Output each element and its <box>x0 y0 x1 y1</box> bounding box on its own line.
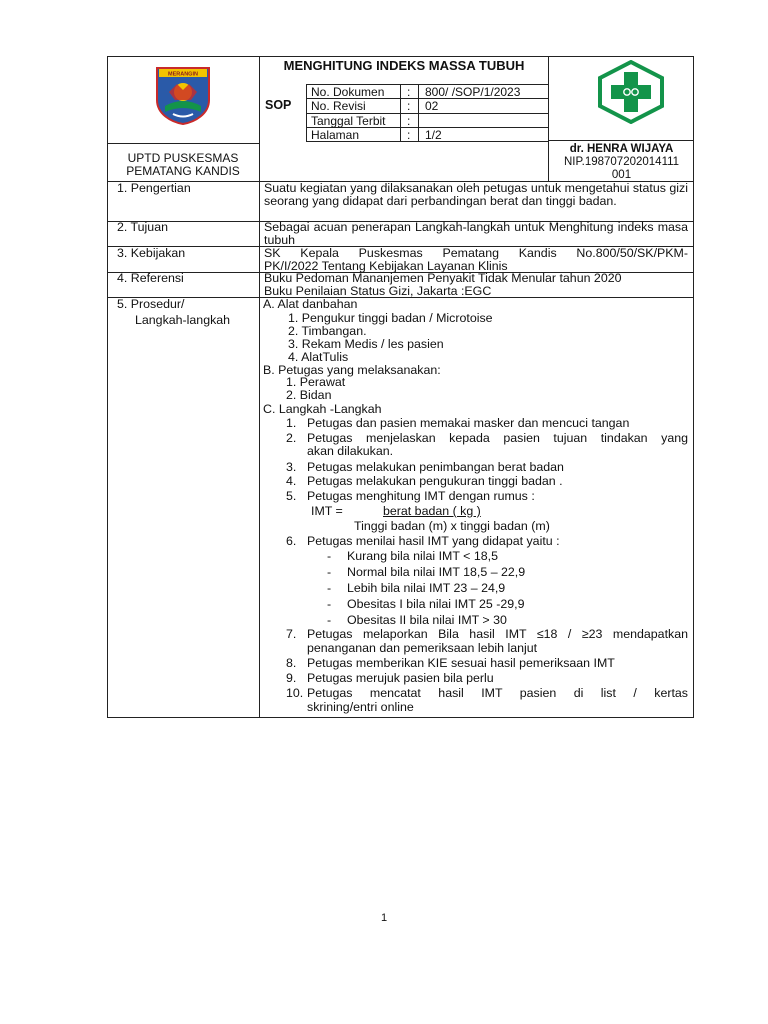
signer-nip <box>551 156 692 181</box>
step-text: Petugas melakukan penimbangan berat badan <box>307 460 564 474</box>
imt-formula-numerator: berat badan ( kg ) <box>383 504 481 518</box>
subsection-title-a: A. Alat danbahan <box>263 297 358 311</box>
meta-value-halaman: 1/2 <box>425 128 442 142</box>
step-text-continued: skrining/entri online <box>307 700 414 714</box>
merangin-regency-logo <box>151 62 215 126</box>
meta-label-no-revisi: No. Revisi <box>311 99 366 113</box>
section-label-tujuan: 2. Tujuan <box>117 220 168 234</box>
document-title: MENGHITUNG INDEKS MASSA TUBUH <box>283 58 525 73</box>
category-dash: - <box>327 613 332 627</box>
section-label-prosedur: 5. Prosedur/ <box>117 297 185 311</box>
section-text-kebijakan-line-2: PK/I/2022 Tentang Kebijakan Layanan Klinis <box>264 259 508 273</box>
list-item: 3. Rekam Medis / les pasien <box>288 337 444 351</box>
step-text: Petugas melaporkan Bila hasil IMT ≤18 / ≥23 mendapatkan <box>307 627 688 641</box>
signer-nip-line-2: 001 <box>611 168 632 181</box>
sop-label: SOP <box>265 98 292 112</box>
step-text-continued: penanganan dan pemeriksaan lebih lanjut <box>307 641 538 655</box>
section-text-pengertian: Suatu kegiatan yang dilaksanakan oleh petugas untuk mengetahui status gizi seorang yang didapat dari perbandingan berat dan tinggi badan. <box>264 181 688 208</box>
step-text: Petugas menghitung IMT dengan rumus : <box>307 489 535 503</box>
imt-category: Obesitas I bila nilai IMT 25 -29,9 <box>347 597 525 611</box>
section-text-referensi-line-1: Buku Pedoman Mananjemen Penyakit Tidak Menular tahun 2020 <box>264 271 622 285</box>
imt-category: Obesitas II bila nilai IMT > 30 <box>347 613 507 627</box>
step-text: Petugas menjelaskan kepada pasien tujuan tindakan yang <box>307 431 688 445</box>
step-text: Petugas menilai hasil IMT yang didapat yaitu : <box>307 534 560 548</box>
imt-category: Kurang bila nilai IMT < 18,5 <box>347 549 498 563</box>
step-number: 9. <box>286 671 297 685</box>
step-number: 8. <box>286 656 297 670</box>
imt-category: Normal bila nilai IMT 18,5 – 22,9 <box>347 565 526 579</box>
puskesmas-logo <box>596 60 666 124</box>
page-number: 1 <box>380 912 388 924</box>
step-number: 10. <box>286 686 304 700</box>
section-label-pengertian: 1. Pengertian <box>117 181 191 195</box>
organization-line-1: UPTD PUSKESMAS <box>127 151 239 165</box>
meta-sep: : <box>407 99 411 113</box>
list-item: 2. Bidan <box>286 388 332 402</box>
subsection-title-c: C. Langkah -Langkah <box>263 402 382 416</box>
section-label-referensi: 4. Referensi <box>117 271 184 285</box>
step-number: 3. <box>286 460 297 474</box>
step-text: Petugas merujuk pasien bila perlu <box>307 671 494 685</box>
category-dash: - <box>327 565 332 579</box>
list-item: 4. AlatTulis <box>288 350 349 364</box>
list-item: 2. Timbangan. <box>288 324 367 338</box>
category-dash: - <box>327 597 332 611</box>
imt-category: Lebih bila nilai IMT 23 – 24,9 <box>347 581 506 595</box>
step-number: 4. <box>286 474 297 488</box>
signer-nip-line-1: NIP.198707202014111 <box>563 156 680 168</box>
list-item: 1. Pengukur tinggi badan / Microtoise <box>288 311 493 325</box>
step-text: Petugas melakukan pengukuran tinggi badan . <box>307 474 563 488</box>
subsection-title-b: B. Petugas yang melaksanakan: <box>263 363 441 377</box>
step-text-continued: akan dilakukan. <box>307 444 394 458</box>
step-text: Petugas memberikan KIE sesuai hasil pemeriksaan IMT <box>307 656 615 670</box>
step-number: 1. <box>286 416 297 430</box>
organization-line-2: PEMATANG KANDIS <box>126 164 240 178</box>
merangin-logo-text: MERANGIN <box>168 71 198 78</box>
meta-sep: : <box>407 114 411 128</box>
section-label-kebijakan: 3. Kebijakan <box>117 246 186 260</box>
step-number: 5. <box>286 489 297 503</box>
section-text-tujuan: Sebagai acuan penerapan Langkah-langkah untuk Menghitung indeks masa tubuh <box>264 220 688 247</box>
section-text-kebijakan-line-1: SK Kepala Puskesmas Pematang Kandis No.800/50/SK/PKM- <box>264 246 688 260</box>
step-text: Petugas mencatat hasil IMT pasien di list / kertas <box>307 686 688 700</box>
section-text-referensi-line-2: Buku Penilaian Status Gizi, Jakarta :EGC <box>264 284 492 298</box>
step-text: Petugas dan pasien memakai masker dan mencuci tangan <box>307 416 630 430</box>
meta-sep: : <box>407 85 411 99</box>
organization-name <box>107 152 259 178</box>
imt-formula-label: IMT = <box>311 504 343 518</box>
category-dash: - <box>327 581 332 595</box>
step-number: 7. <box>286 627 297 641</box>
category-dash: - <box>327 549 332 563</box>
step-number: 2. <box>286 431 297 445</box>
meta-value-no-dokumen: 800/ /SOP/1/2023 <box>425 85 521 99</box>
meta-label-halaman: Halaman <box>311 128 360 142</box>
signer-name: dr. HENRA WIJAYA <box>569 143 674 155</box>
list-item: 1. Perawat <box>286 375 346 389</box>
meta-value-no-revisi: 02 <box>425 99 439 113</box>
meta-sep: : <box>407 128 411 142</box>
step-number: 6. <box>286 534 297 548</box>
meta-label-no-dokumen: No. Dokumen <box>311 85 385 99</box>
meta-label-tanggal-terbit: Tanggal Terbit <box>311 114 386 128</box>
section-label-langkah: Langkah-langkah <box>135 313 231 327</box>
imt-formula-denominator: Tinggi badan (m) x tinggi badan (m) <box>354 519 550 533</box>
